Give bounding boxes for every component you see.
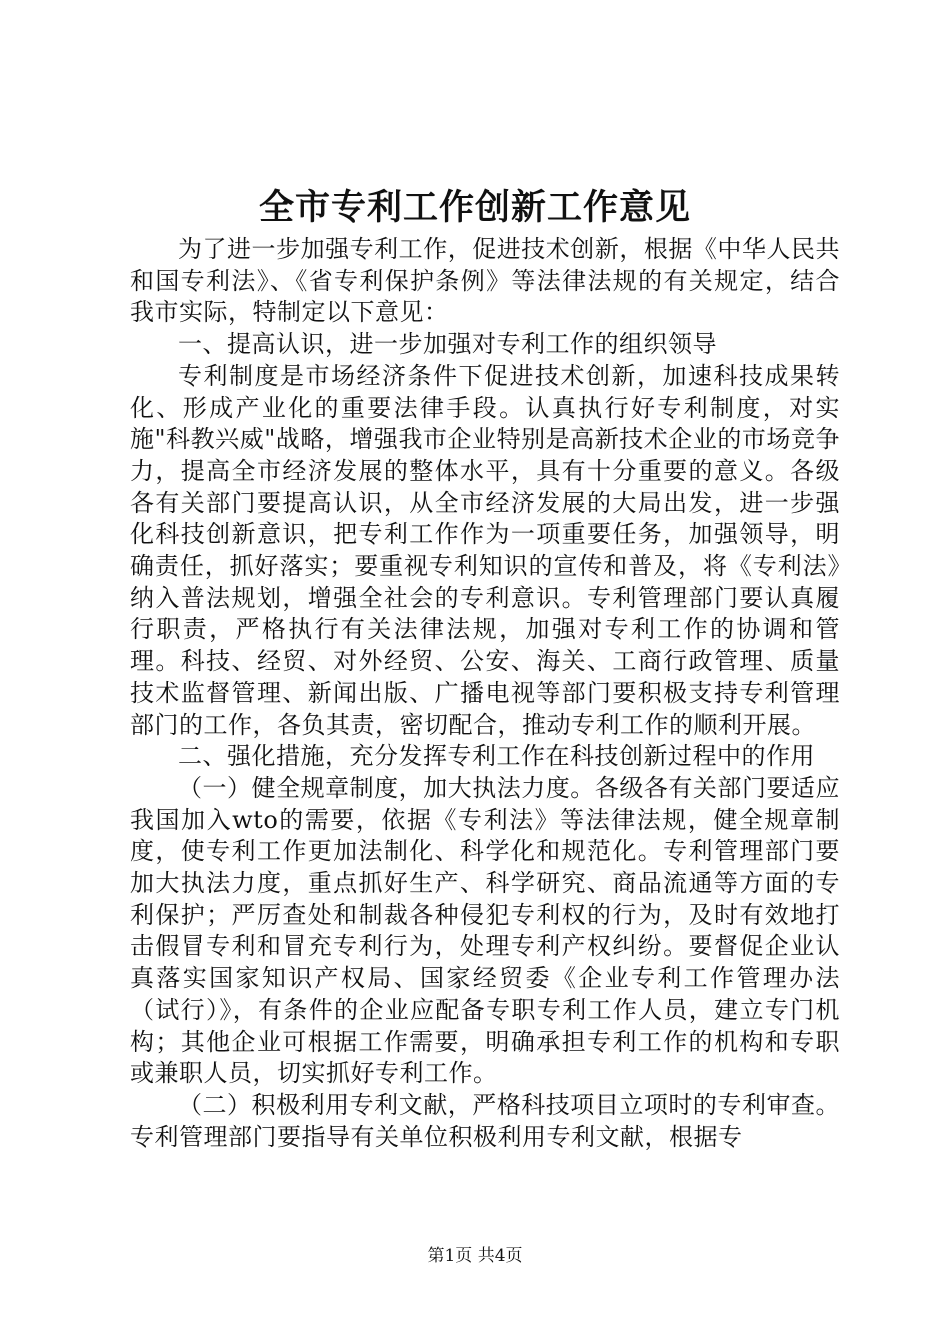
intro-paragraph: 为了进一步加强专利工作，促进技术创新，根据《中华人民共和国专利法》、《省专利保护条例》等法律法规的有关规定，结合我市实际，特制定以下意见： xyxy=(130,235,840,327)
section-heading-1: 一、提高认识，进一步加强对专利工作的组织领导 xyxy=(178,330,717,359)
section-1-paragraph: 专利制度是市场经济条件下促进技术创新，加速科技成果转化、形成产业化的重要法律手段。认真执行好专利制度，对实施"科教兴威"战略，增强我市企业特别是高新技术企业的市场竞争力，提高全市经济发展的整体水平，具有十分重要的意义。各级各有关部门要提高认识，从全市经济发展的大局出发，进一步强化科技创新意识，把专利工作作为一项重要任务，加强领导，明确责任，抓好落实；要重视专利知识的宣传和普及，将《专利法》纳入普法规划，增强全社会的专利意识。专利管理部门要认真履行职责，严格执行有关法律法规，加强对专利工作的协调和管理。科技、经贸、对外经贸、公安、海关、工商行政管理、质量技术监督管理、新闻出版、广播电视等部门要积极支持专利管理部门的工作，各负其责，密切配合，推动专利工作的顺利开展。 xyxy=(130,361,840,739)
section-heading-2: 二、强化措施，充分发挥专利工作在科技创新过程中的作用 xyxy=(178,742,815,771)
document-body xyxy=(130,234,840,1153)
subsection-2-paragraph: （二）积极利用专利文献，严格科技项目立项时的专利审查。专利管理部门要指导有关单位积极利用专利文献，根据专 xyxy=(130,1090,840,1151)
document-title: 全市专利工作创新工作意见 xyxy=(258,187,691,228)
subsection-1-paragraph: （一）健全规章制度，加大执法力度。各级各有关部门要适应我国加入wto的需要，依据《专利法》等法律法规，健全规章制度，使专利工作更加法制化、科学化和规范化。专利管理部门要加大执法力度，重点抓好生产、科学研究、商品流通等方面的专利保护；严厉查处和制裁各种侵犯专利权的行为，及时有效地打击假冒专利和冒充专利行为，处理专利产权纠纷。要督促企业认真落实国家知识产权局、国家经贸委《企业专利工作管理办法（试行）》，有条件的企业应配备专职专利工作人员，建立专门机构；其他企业可根据工作需要，明确承担专利工作的机构和专职或兼职人员，切实抓好专利工作。 xyxy=(130,773,840,1088)
page-footer: 第1页 共4页 xyxy=(427,1246,523,1266)
